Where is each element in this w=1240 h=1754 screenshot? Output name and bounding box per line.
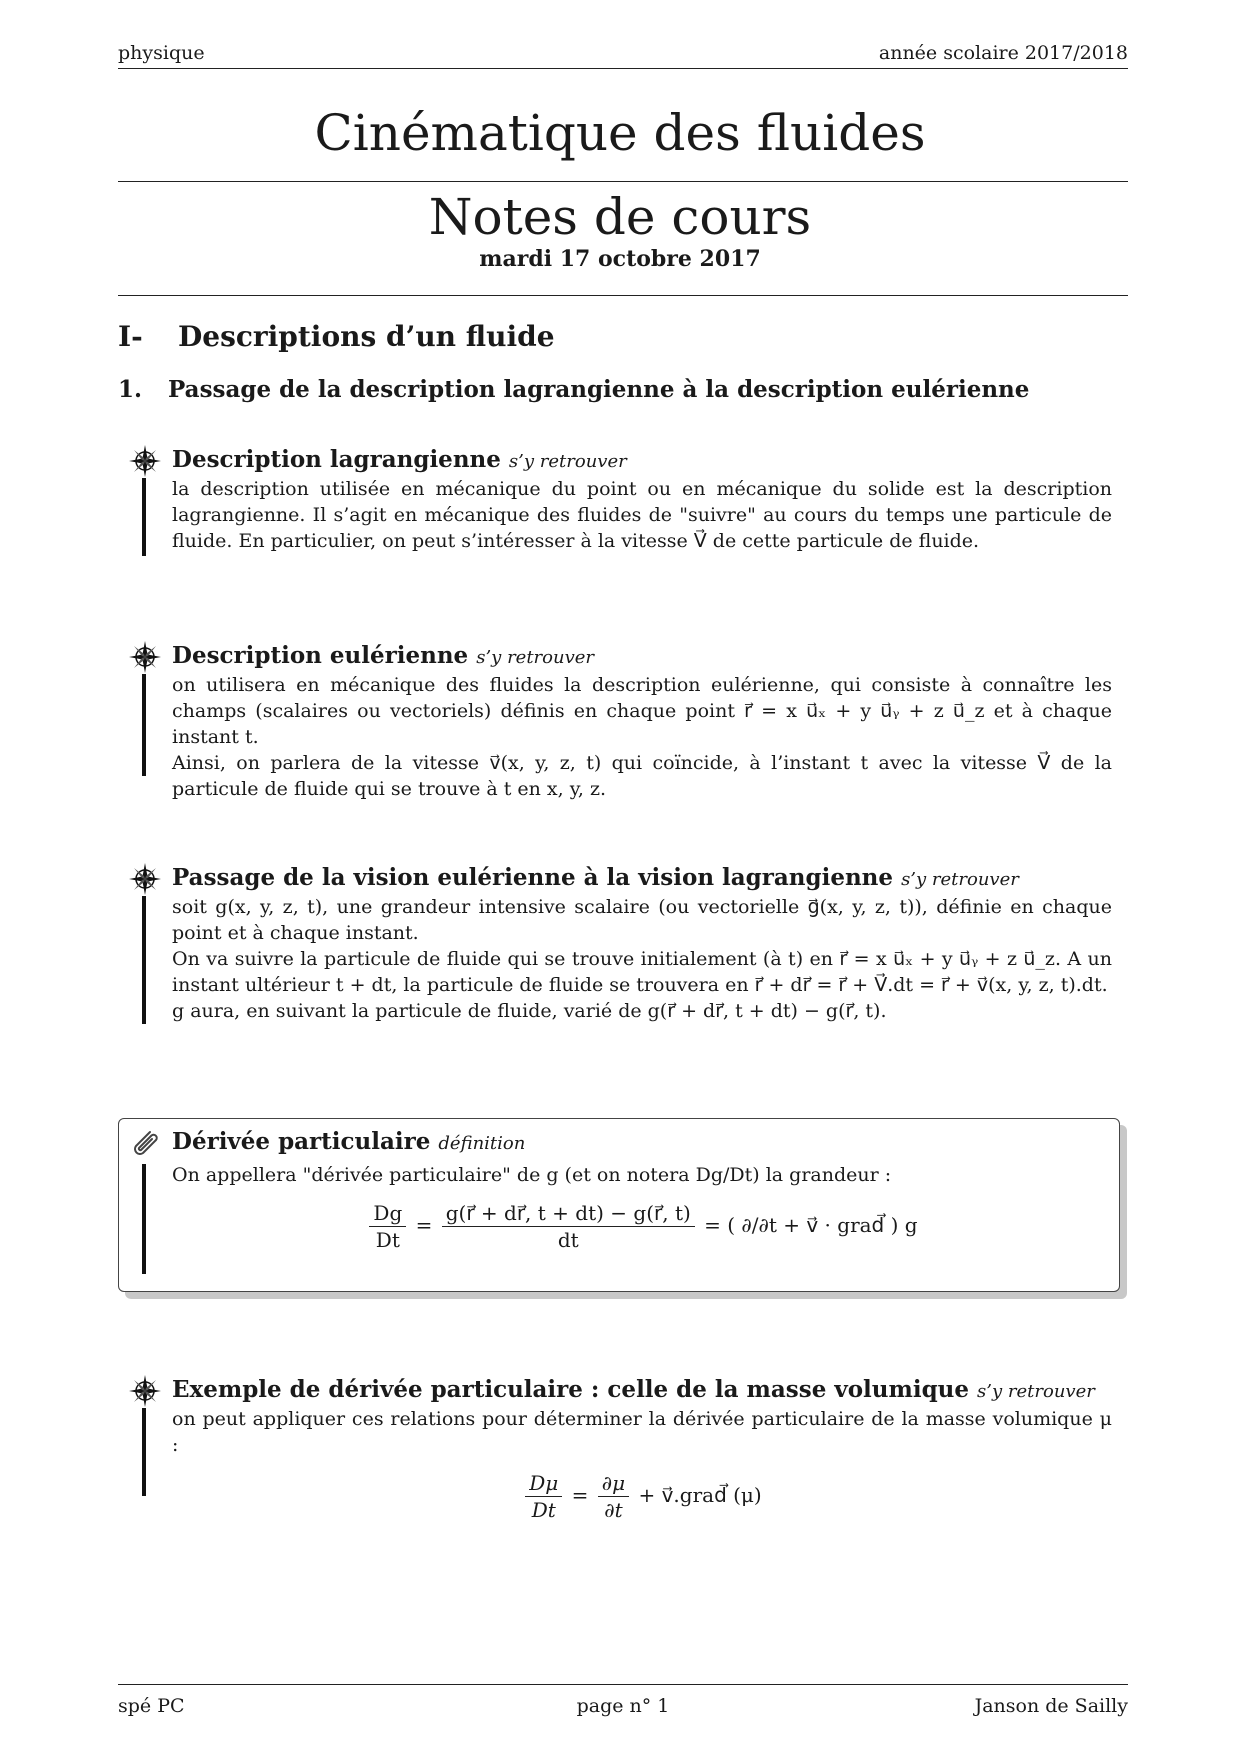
block-tag: s’y retrouver [508, 451, 627, 472]
eq-mid-numerator: ∂μ [598, 1470, 629, 1497]
block-material-derivative [128, 1128, 1128, 1274]
header-bottom-rule [118, 295, 1128, 296]
block-title [172, 446, 627, 473]
eq-mid-numerator: g(r⃗ + dr⃗, t + dt) − g(r⃗, t) [442, 1200, 695, 1227]
eq-mid-denominator: dt [557, 1228, 579, 1252]
eq-lhs-numerator: Dg [369, 1200, 406, 1227]
footer-page-number: page n° 1 [576, 1695, 670, 1717]
section-title: Descriptions d’un fluide [178, 320, 555, 353]
block-body [172, 476, 1112, 554]
block-title [172, 642, 594, 669]
block-body [172, 1406, 1112, 1523]
block-tag: s’y retrouver [476, 647, 595, 668]
block-title-text: Description eulérienne [172, 642, 469, 669]
block-title [172, 1128, 525, 1155]
block-bar [142, 478, 146, 556]
block-eulerian [128, 642, 1128, 800]
block-text-3: g aura, en suivant la particule de fluide, varié de g(r⃗ + dr⃗, t + dt) − g(r⃗, t). [172, 1000, 887, 1022]
eq-equals-sign: = [571, 1483, 589, 1507]
block-title-text: Description lagrangienne [172, 446, 501, 473]
block-text-2: On va suivre la particule de fluide qui se trouve initialement (à t) en r⃗ = x u⃗ₓ + y u⃗ᵧ + z u⃗_z. A un instant ultérieur t + dt, la particule de fluide se trouvera en r⃗ + dr⃗ = r⃗ + V⃗.dt = r⃗ + v⃗(x, y, z, t).dt. [172, 948, 1112, 996]
eq-lhs-fraction [525, 1470, 562, 1523]
header-school-year: année scolaire 2017/2018 [878, 42, 1128, 64]
eq-equals-sign: = [415, 1213, 433, 1237]
block-title-text: Exemple de dérivée particulaire : celle de la masse volumique [172, 1376, 970, 1403]
subsection-heading [118, 376, 1029, 403]
header-subject: physique [118, 42, 205, 64]
block-tag: définition [438, 1133, 526, 1154]
block-lagrangian [128, 446, 1128, 556]
block-text-1: soit g(x, y, z, t), une grandeur intensive scalaire (ou vectorielle g⃗(x, y, z, t)), définie en chaque point et à chaque instant. [172, 896, 1112, 944]
block-euler-to-lagrange [128, 864, 1128, 1024]
block-tag: s’y retrouver [901, 869, 1019, 890]
block-bar [142, 674, 146, 776]
compass-rose-icon [128, 862, 162, 896]
block-bar [142, 1164, 146, 1274]
page-footer [118, 1684, 1128, 1717]
block-title-text: Dérivée particulaire [172, 1128, 431, 1155]
subsection-title: Passage de la description lagrangienne à la description eulérienne [168, 376, 1030, 403]
eq-lhs-numerator: Dμ [525, 1470, 562, 1497]
block-bar [142, 1408, 146, 1496]
block-text-2: Ainsi, on parlera de la vitesse v⃗(x, y, z, t) qui coïncide, à l’instant t avec la vitesse V⃗ de la particule de fluide qui se trouve à t en x, y, z. [172, 752, 1112, 800]
eq-mid-denominator: ∂t [604, 1498, 623, 1522]
compass-rose-icon [128, 444, 162, 478]
block-title [172, 864, 1019, 891]
document-date: mardi 17 octobre 2017 [479, 246, 761, 272]
eq-mid-fraction [598, 1470, 629, 1523]
document-title: Cinématique des fluides [314, 104, 926, 162]
compass-rose-icon [128, 640, 162, 674]
block-body [172, 894, 1112, 1024]
block-body [172, 1162, 1112, 1253]
block-text: on peut appliquer ces relations pour déterminer la dérivée particulaire de la masse volumique μ : [172, 1408, 1112, 1456]
footer-school: Janson de Sailly [974, 1695, 1128, 1717]
paperclip-icon [128, 1126, 162, 1160]
block-title-text: Passage de la vision eulérienne à la vision lagrangienne [172, 864, 894, 891]
eq-rhs: = ( ∂/∂t + v⃗ · grad⃗ ) g [704, 1213, 918, 1237]
block-text-1: on utilisera en mécanique des fluides la description eulérienne, qui consiste à connaître les champs (scalaires ou vectoriels) définis en chaque point r⃗ = x u⃗ₓ + y u⃗ᵧ + z u⃗_z et à chaque instant t. [172, 674, 1112, 748]
block-density-example [128, 1376, 1128, 1522]
eq-lhs-denominator: Dt [531, 1498, 556, 1522]
block-text: On appellera "dérivée particulaire" de g (et on notera Dg/Dt) la grandeur : [172, 1164, 892, 1186]
compass-rose-icon [128, 1374, 162, 1408]
title-rule [118, 181, 1128, 182]
block-body [172, 672, 1112, 802]
eq-lhs-fraction [369, 1200, 406, 1253]
section-number: I- [118, 320, 143, 353]
eq-mid-fraction [442, 1200, 695, 1253]
equation-density-derivative [172, 1470, 1112, 1523]
equation-material-derivative [172, 1200, 1112, 1253]
block-title [172, 1376, 1095, 1403]
block-bar [142, 896, 146, 1024]
footer-class: spé PC [118, 1695, 185, 1717]
block-tag: s’y retrouver [977, 1381, 1095, 1402]
eq-rhs: + v⃗.grad⃗ (μ) [638, 1483, 762, 1507]
section-heading [118, 320, 555, 353]
subsection-number: 1. [118, 376, 143, 403]
eq-lhs-denominator: Dt [375, 1228, 400, 1252]
block-text: la description utilisée en mécanique du point ou en mécanique du solide est la description lagrangienne. Il s’agit en mécanique des fluides de "suivre" au cours du temps une particule de fluide. En particulier, on peut s’intéresser à la vitesse V⃗ de cette particule de fluide. [172, 478, 1112, 552]
document-subtitle: Notes de cours [428, 188, 812, 246]
page-header [118, 40, 1128, 69]
